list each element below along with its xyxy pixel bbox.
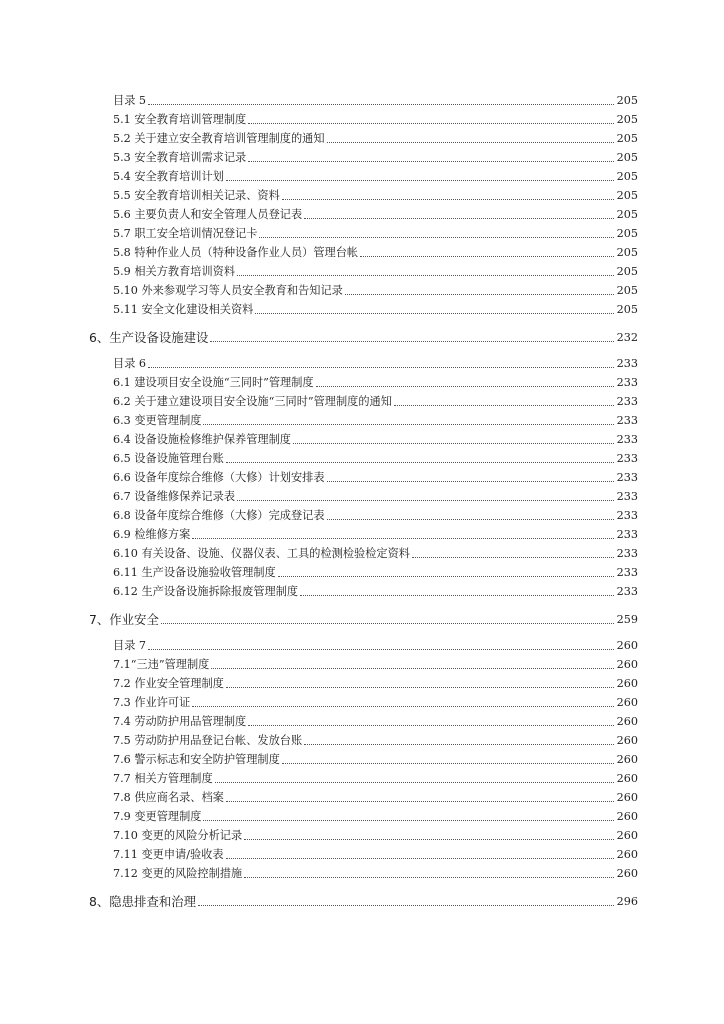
toc-entry-title: 6.6 设备年度综合维修（大修）计划安排表 [113,471,325,484]
toc-entry[interactable] [0,504,724,523]
toc-entry[interactable] [0,260,724,279]
toc-page-number: 260 [616,829,638,842]
toc-page-number: 233 [616,490,638,503]
toc-entry-title: 7.6 警示标志和安全防护管理制度 [113,753,280,766]
toc-entry-title: 7.11 变更申请/验收表 [113,848,224,861]
toc-entry[interactable] [0,634,724,653]
toc-entry[interactable] [0,561,724,580]
toc-page-number: 232 [616,331,638,344]
toc-entry-title: 5.11 安全文化建设相关资料 [113,303,254,316]
toc-entry-title: 7.2 作业安全管理制度 [113,677,224,690]
toc-entry[interactable] [0,241,724,260]
toc-entry[interactable] [0,824,724,843]
table-of-contents [0,89,724,916]
toc-entry-title: 6.2 关于建立建设项目安全设施“三同时”管理制度的通知 [113,395,392,408]
toc-page-number: 233 [616,585,638,598]
toc-page-number: 205 [616,246,638,259]
toc-entry-title: 7.8 供应商名录、档案 [113,791,224,804]
dot-leader [304,218,614,219]
toc-entry-title: 7.5 劳动防护用品登记台帐、发放台账 [113,734,303,747]
dot-leader [192,706,614,707]
toc-entry[interactable] [0,127,724,146]
toc-entry-title: 7.1“三违”管理制度 [113,658,210,671]
toc-entry-title: 目录 5 [113,94,147,107]
toc-page-number: 233 [616,547,638,560]
toc-entry[interactable] [0,409,724,428]
toc-entry-title: 6.4 设备设施检修维护保养管理制度 [113,433,291,446]
toc-entry[interactable] [0,165,724,184]
toc-page-number: 260 [616,810,638,823]
toc-page-number: 233 [616,528,638,541]
toc-page-number: 260 [616,734,638,747]
dot-leader [226,180,614,181]
toc-page-number: 205 [616,113,638,126]
toc-entry[interactable] [0,184,724,203]
dot-leader [203,820,614,821]
toc-entry-title: 5.6 主要负责人和安全管理人员登记表 [113,208,303,221]
toc-entry-title: 7、作业安全 [89,612,159,627]
toc-entry[interactable] [0,653,724,672]
toc-page-number: 205 [616,189,638,202]
toc-entry[interactable] [0,89,724,108]
toc-entry-title: 7.4 劳动防护用品管理制度 [113,715,247,728]
dot-leader [282,763,614,764]
dot-leader [237,500,614,501]
toc-entry[interactable] [0,466,724,485]
toc-entry[interactable] [0,485,724,504]
toc-entry[interactable] [0,390,724,409]
toc-entry[interactable] [0,729,724,748]
toc-page-number: 233 [616,414,638,427]
toc-entry-title: 5.1 安全教育培训管理制度 [113,113,247,126]
dot-leader [278,576,614,577]
toc-page-number: 260 [616,772,638,785]
toc-entry[interactable] [0,222,724,241]
dot-leader [345,294,614,295]
dot-leader [203,424,614,425]
toc-entry-title: 6.7 设备维修保养记录表 [113,490,236,503]
dot-leader [192,538,614,539]
toc-page-number: 205 [616,284,638,297]
toc-entry[interactable] [0,371,724,390]
toc-entry[interactable] [0,352,724,371]
dot-leader [244,877,614,878]
dot-leader [282,199,614,200]
toc-entry[interactable] [0,862,724,881]
dot-leader [244,839,614,840]
dot-leader [304,744,614,745]
toc-entry-title: 5.5 安全教育培训相关记录、资料 [113,189,280,202]
toc-entry[interactable] [0,786,724,805]
dot-leader [148,649,614,650]
dot-leader [198,905,614,906]
toc-entry-title: 5.10 外来参观学习等人员安全教育和告知记录 [113,284,343,297]
dot-leader [255,313,614,314]
toc-entry[interactable] [0,580,724,599]
dot-leader [226,801,614,802]
dot-leader [237,275,614,276]
toc-entry[interactable] [0,447,724,466]
toc-entry-title: 6、生产设备设施建设 [89,330,209,345]
toc-entry[interactable] [0,843,724,862]
toc-page-number: 260 [616,791,638,804]
toc-entry-title: 7.12 变更的风险控制措施 [113,867,243,880]
toc-page-number: 260 [616,696,638,709]
toc-page-number: 233 [616,433,638,446]
toc-entry[interactable] [0,542,724,561]
toc-entry[interactable] [0,298,724,317]
toc-entry[interactable] [0,428,724,447]
toc-page-number: 233 [616,471,638,484]
toc-page-number: 260 [616,677,638,690]
dot-leader [161,623,614,624]
toc-page-number: 205 [616,208,638,221]
toc-entry-title: 6.8 设备年度综合维修（大修）完成登记表 [113,509,325,522]
toc-section-heading[interactable] [0,890,724,909]
toc-page-number: 205 [616,170,638,183]
dot-leader [259,237,614,238]
toc-entry[interactable] [0,146,724,165]
toc-section-heading[interactable] [0,326,724,345]
dot-leader [412,557,614,558]
toc-page-number: 233 [616,395,638,408]
dot-leader [248,123,614,124]
toc-page-number: 205 [616,303,638,316]
toc-page-number: 260 [616,753,638,766]
toc-entry[interactable] [0,767,724,786]
toc-entry-title: 5.3 安全教育培训需求记录 [113,151,247,164]
toc-entry-title: 6.3 变更管理制度 [113,414,202,427]
toc-page-number: 233 [616,452,638,465]
dot-leader [148,104,614,105]
toc-page-number: 260 [616,639,638,652]
toc-page-number: 233 [616,357,638,370]
toc-page-number: 296 [616,895,638,908]
toc-entry[interactable] [0,523,724,542]
toc-entry[interactable] [0,691,724,710]
toc-section-heading[interactable] [0,608,724,627]
dot-leader [211,668,614,669]
toc-entry-title: 7.7 相关方管理制度 [113,772,213,785]
toc-entry-title: 目录 6 [113,357,147,370]
toc-entry-title: 5.9 相关方教育培训资料 [113,265,236,278]
toc-entry-title: 6.12 生产设备设施拆除报废管理制度 [113,585,299,598]
toc-page-number: 260 [616,848,638,861]
toc-page-number: 233 [616,376,638,389]
toc-page-number: 205 [616,265,638,278]
dot-leader [248,725,614,726]
toc-entry[interactable] [0,203,724,222]
toc-page-number: 205 [616,132,638,145]
toc-entry-title: 6.9 检维修方案 [113,528,191,541]
dot-leader [226,858,614,859]
toc-entry-title: 7.10 变更的风险分析记录 [113,829,243,842]
toc-entry-title: 6.1 建设项目安全设施“三同时”管理制度 [113,376,314,389]
dot-leader [248,161,614,162]
dot-leader [226,687,614,688]
dot-leader [327,519,614,520]
dot-leader [394,405,614,406]
toc-page-number: 205 [616,94,638,107]
toc-entry-title: 6.10 有关设备、设施、仪器仪表、工具的检测检验检定资料 [113,547,410,560]
toc-entry-title: 6.11 生产设备设施验收管理制度 [113,566,276,579]
toc-entry-title: 5.8 特种作业人员（特种设备作业人员）管理台帐 [113,246,359,259]
toc-entry-title: 5.4 安全教育培训计划 [113,170,224,183]
toc-page-number: 260 [616,867,638,880]
dot-leader [360,256,614,257]
toc-entry[interactable] [0,672,724,691]
dot-leader [148,367,614,368]
dot-leader [293,443,614,444]
dot-leader [327,142,614,143]
toc-entry-title: 6.5 设备设施管理台账 [113,452,224,465]
toc-entry[interactable] [0,805,724,824]
toc-page-number: 260 [616,658,638,671]
dot-leader [327,481,614,482]
toc-page-number: 259 [616,613,638,626]
toc-entry[interactable] [0,710,724,729]
dot-leader [300,595,614,596]
toc-entry-title: 7.9 变更管理制度 [113,810,202,823]
toc-page-number: 233 [616,566,638,579]
dot-leader [316,386,614,387]
toc-entry[interactable] [0,279,724,298]
toc-entry-title: 7.3 作业许可证 [113,696,191,709]
dot-leader [226,462,614,463]
toc-entry-title: 8、隐患排查和治理 [89,894,197,909]
toc-page-number: 205 [616,151,638,164]
toc-entry[interactable] [0,108,724,127]
dot-leader [210,341,614,342]
dot-leader [215,782,614,783]
toc-entry-title: 5.7 职工安全培训情况登记卡 [113,227,258,240]
toc-page-number: 233 [616,509,638,522]
toc-entry[interactable] [0,748,724,767]
toc-page-number: 205 [616,227,638,240]
toc-entry-title: 目录 7 [113,639,147,652]
toc-page-number: 260 [616,715,638,728]
toc-entry-title: 5.2 关于建立安全教育培训管理制度的通知 [113,132,325,145]
